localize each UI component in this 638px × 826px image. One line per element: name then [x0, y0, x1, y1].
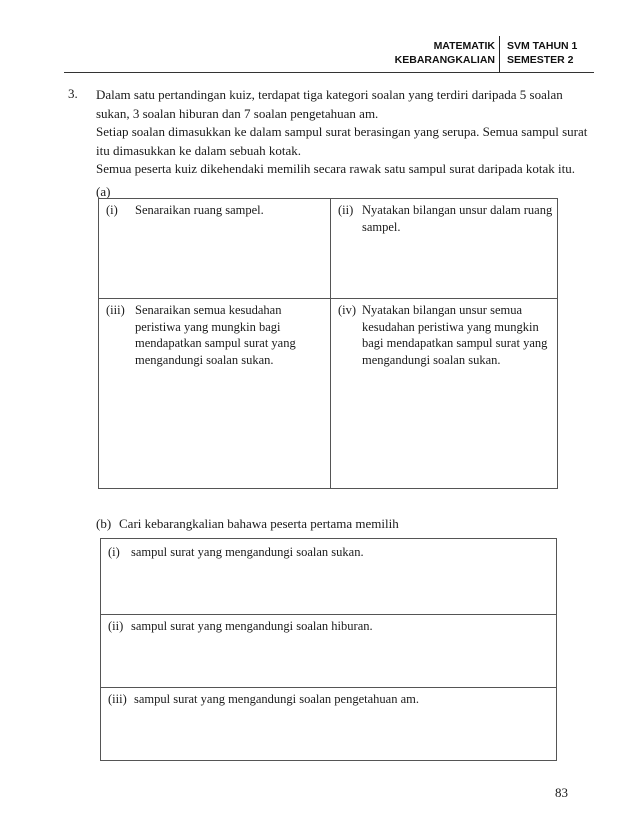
item-text: Nyatakan bilangan unsur dalam ruang sampel. — [362, 203, 553, 234]
part-b-label: (b) — [96, 516, 112, 531]
item-text: sampul surat yang mengandungi soalan hiburan. — [131, 619, 373, 633]
item-text: Senaraikan semua kesudahan peristiwa yang mungkin bagi mendapatkan sampul surat yang mengandungi soalan sukan. — [135, 303, 296, 367]
item-text: Nyatakan bilangan unsur semua kesudahan peristiwa yang mungkin bagi mendapatkan sampul surat yang mengandungi soalan sukan. — [362, 303, 548, 367]
header-semester: SEMESTER 2 — [507, 54, 574, 66]
header-topic: KEBARANGKALIAN — [394, 54, 495, 66]
part-a-label: (a) — [96, 184, 111, 199]
question-paragraph: Semua peserta kuiz dikehendaki memilih secara rawak satu sampul surat daripada kotak itu. — [96, 161, 576, 176]
part-b-intro: Cari kebarangkalian bahawa peserta pertama memilih — [119, 516, 399, 531]
header-course-block — [507, 39, 577, 67]
question-paragraph: Setiap soalan dimasukkan ke dalam sampul surat berasingan yang serupa. Semua sampul surat itu dimasukkan ke dalam sebuah kotak. — [96, 124, 588, 158]
part-b-row-divider — [100, 687, 557, 688]
part-b-answer-grid — [100, 538, 557, 761]
item-text: sampul surat yang mengandungi soalan sukan. — [131, 545, 364, 559]
header-separator — [499, 36, 500, 72]
item-number: (iii) — [106, 303, 125, 317]
question-text — [96, 86, 596, 179]
part-b-row-divider — [100, 614, 557, 615]
page-number: 83 — [555, 785, 568, 800]
item-text: Senaraikan ruang sampel. — [135, 203, 264, 217]
header-subject-block — [395, 39, 495, 67]
item-number: (ii) — [338, 203, 354, 217]
item-number: (iv) — [338, 303, 357, 317]
header-course: SVM TAHUN 1 — [507, 40, 578, 52]
header-rule — [64, 72, 594, 73]
question-number: 3. — [68, 86, 78, 101]
item-number: (i) — [108, 545, 120, 559]
header-subject: MATEMATIK — [433, 40, 495, 52]
part-a-column-divider — [330, 198, 331, 489]
part-a-row-divider — [98, 298, 558, 299]
item-number: (iii) — [108, 692, 127, 706]
item-number: (ii) — [108, 619, 124, 633]
item-number: (i) — [106, 203, 118, 217]
question-paragraph: Dalam satu pertandingan kuiz, terdapat tiga kategori soalan yang terdiri daripada 5 soalan sukan, 3 soalan hiburan dan 7 soalan pengetahuan am. — [96, 87, 563, 121]
item-text: sampul surat yang mengandungi soalan pengetahuan am. — [134, 692, 419, 706]
